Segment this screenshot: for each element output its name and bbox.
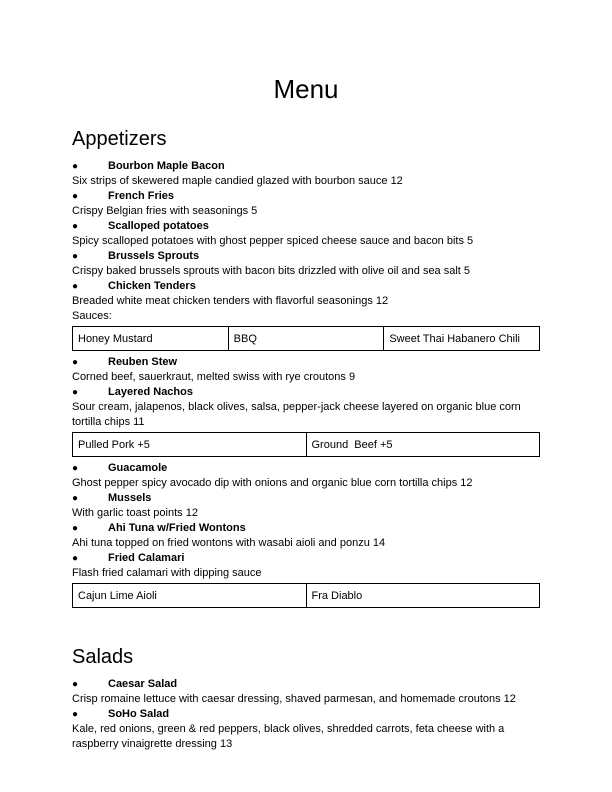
item-name: Layered Nachos	[108, 386, 193, 398]
bullet-icon: ●	[72, 709, 79, 720]
menu-item	[72, 491, 540, 506]
table-cell: Sweet Thai Habanero Chili	[384, 327, 540, 351]
menu-item	[72, 521, 540, 536]
page-title: Menu	[273, 74, 339, 104]
section-appetizers	[72, 127, 540, 608]
item-name: Reuben Stew	[108, 356, 178, 368]
item-name: Scalloped potatoes	[108, 220, 209, 232]
item-name: Ahi Tuna w/Fried Wontons	[108, 522, 246, 534]
section-heading-salads: Salads	[72, 646, 134, 668]
item-description: Six strips of skewered maple candied glazed with bourbon sauce 12	[72, 175, 403, 187]
table-cell: Ground Beef +5	[306, 433, 540, 457]
item-name: Mussels	[108, 492, 152, 504]
table-cell: Cajun Lime Aioli	[73, 584, 307, 608]
bullet-icon: ●	[72, 357, 79, 368]
bullet-icon: ●	[72, 221, 79, 232]
menu-item	[72, 249, 540, 264]
item-description: Sour cream, jalapenos, black olives, salsa, pepper-jack cheese layered on organic blue corn tortilla chips 11	[72, 401, 521, 428]
menu-item	[72, 159, 540, 174]
table-cell: Pulled Pork +5	[73, 433, 307, 457]
item-description: Breaded white meat chicken tenders with flavorful seasonings 12	[72, 295, 389, 307]
table-cell: Honey Mustard	[73, 327, 229, 351]
bullet-icon: ●	[72, 191, 79, 202]
item-description: Crisp romaine lettuce with caesar dressing, shaved parmesan, and homemade croutons 12	[72, 693, 516, 705]
menu-item	[72, 385, 540, 400]
item-name: Caesar Salad	[108, 678, 178, 690]
table-row	[73, 327, 540, 351]
item-name: SoHo Salad	[108, 708, 170, 720]
bullet-icon: ●	[72, 387, 79, 398]
menu-item	[72, 189, 540, 204]
item-description: With garlic toast points 12	[72, 507, 198, 519]
item-name: Chicken Tenders	[108, 280, 196, 292]
item-description: Spicy scalloped potatoes with ghost pepper spiced cheese sauce and bacon bits 5	[72, 235, 474, 247]
item-description: Crispy Belgian fries with seasonings 5	[72, 205, 258, 217]
menu-item	[72, 355, 540, 370]
menu-item	[72, 707, 540, 722]
sauces-table	[72, 326, 540, 351]
item-description: Ghost pepper spicy avocado dip with onions and organic blue corn tortilla chips 12	[72, 477, 473, 489]
table-row	[73, 433, 540, 457]
nachos-addons-table	[72, 432, 540, 457]
bullet-icon: ●	[72, 463, 79, 474]
menu-item	[72, 461, 540, 476]
item-name: Bourbon Maple Bacon	[108, 160, 225, 172]
item-description: Kale, red onions, green & red peppers, black olives, shredded carrots, feta cheese with a raspberry vinaigrette dressing 13	[72, 723, 505, 750]
menu-item	[72, 219, 540, 234]
item-name: Brussels Sprouts	[108, 250, 200, 262]
item-description: Ahi tuna topped on fried wontons with wasabi aioli and ponzu 14	[72, 537, 386, 549]
bullet-icon: ●	[72, 679, 79, 690]
bullet-icon: ●	[72, 251, 79, 262]
item-description: Corned beef, sauerkraut, melted swiss with rye croutons 9	[72, 371, 356, 383]
sauces-label: Sauces:	[72, 310, 112, 322]
item-description: Flash fried calamari with dipping sauce	[72, 567, 262, 579]
item-description: Crispy baked brussels sprouts with bacon bits drizzled with olive oil and sea salt 5	[72, 265, 471, 277]
table-cell: BBQ	[228, 327, 384, 351]
bullet-icon: ●	[72, 281, 79, 292]
item-name: Fried Calamari	[108, 552, 185, 564]
calamari-sauces-table	[72, 583, 540, 608]
item-name: Guacamole	[108, 462, 168, 474]
bullet-icon: ●	[72, 161, 79, 172]
section-heading-appetizers: Appetizers	[72, 128, 167, 150]
section-salads	[72, 645, 540, 752]
menu-item	[72, 551, 540, 566]
table-row	[73, 584, 540, 608]
item-name: French Fries	[108, 190, 175, 202]
table-cell: Fra Diablo	[306, 584, 540, 608]
menu-item	[72, 677, 540, 692]
menu-item	[72, 279, 540, 294]
bullet-icon: ●	[72, 523, 79, 534]
bullet-icon: ●	[72, 493, 79, 504]
bullet-icon: ●	[72, 553, 79, 564]
